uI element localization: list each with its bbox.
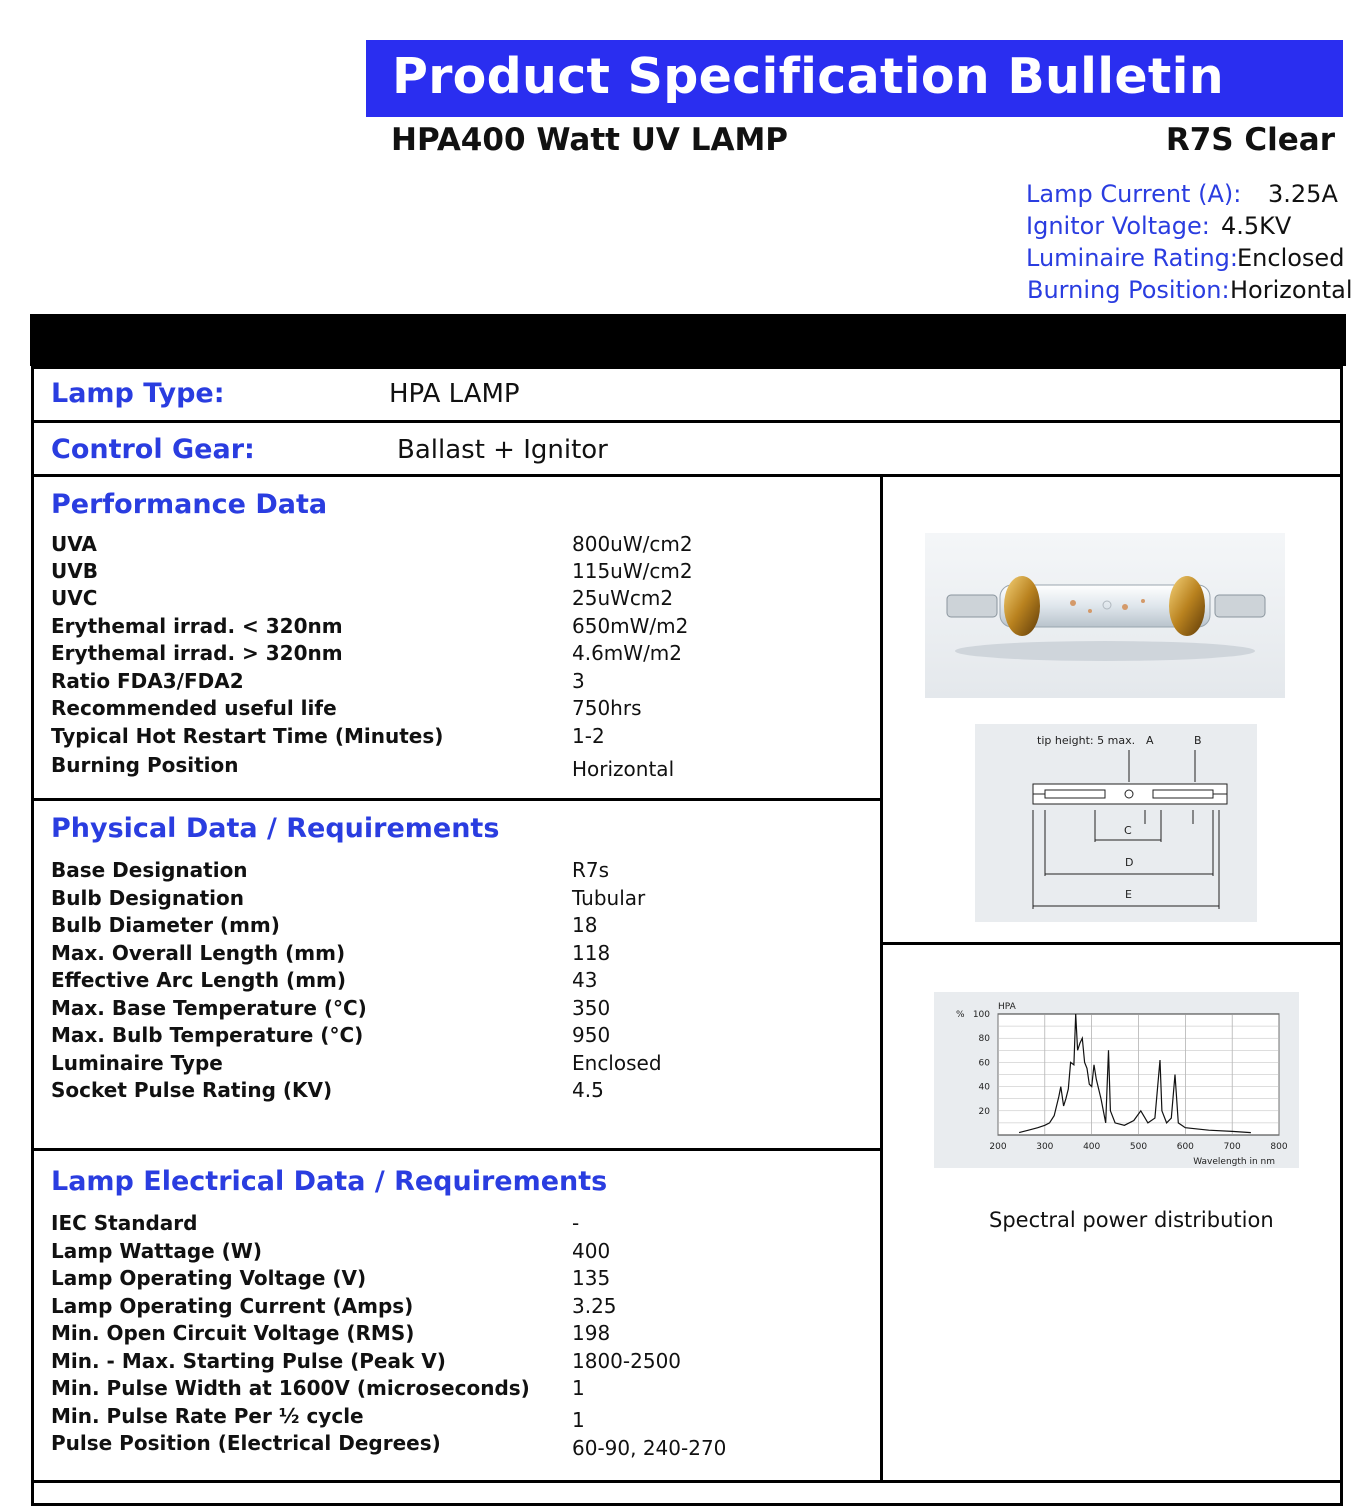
spec-value: 950 bbox=[572, 1023, 611, 1047]
tip-height-label: tip height: 5 max. bbox=[1037, 734, 1136, 747]
y-axis-label: % bbox=[956, 1010, 965, 1020]
spec-key: Effective Arc Length (mm) bbox=[51, 968, 347, 992]
list-item bbox=[51, 1431, 871, 1459]
list-item bbox=[51, 753, 871, 781]
spec-value: 198 bbox=[572, 1321, 611, 1345]
spectrum-caption: Spectral power distribution bbox=[989, 1208, 1274, 1232]
x-tick-label: 300 bbox=[1036, 1142, 1054, 1152]
divider bbox=[31, 474, 1343, 477]
product-name: HPA400 Watt UV LAMP bbox=[391, 122, 789, 158]
spec-value: 750hrs bbox=[572, 696, 642, 720]
spec-key: Lamp Operating Current (Amps) bbox=[51, 1294, 414, 1318]
list-item bbox=[51, 1376, 871, 1404]
lamp-photo bbox=[925, 533, 1285, 698]
spec-value: 135 bbox=[572, 1266, 611, 1290]
x-tick-label: 800 bbox=[1270, 1142, 1288, 1152]
summary-label-burning: Burning Position: bbox=[1027, 276, 1230, 304]
x-tick-label: 200 bbox=[989, 1142, 1007, 1152]
spec-key: Max. Bulb Temperature (°C) bbox=[51, 1023, 364, 1047]
spec-key: UVB bbox=[51, 559, 98, 583]
divider bbox=[31, 420, 1343, 423]
list-item bbox=[51, 1078, 871, 1106]
spec-key: Min. Open Circuit Voltage (RMS) bbox=[51, 1321, 415, 1345]
spec-key: Bulb Diameter (mm) bbox=[51, 913, 280, 937]
spec-key: Min. Pulse Width at 1600V (microseconds) bbox=[51, 1376, 530, 1400]
y-tick-label: 80 bbox=[978, 1034, 990, 1045]
spec-key: Socket Pulse Rating (KV) bbox=[51, 1078, 333, 1102]
spec-value: 118 bbox=[572, 941, 611, 965]
spec-value: 1 bbox=[572, 1376, 585, 1400]
spec-value: 3.25 bbox=[572, 1294, 617, 1318]
spec-value: 1 bbox=[572, 1408, 585, 1432]
spec-value: 4.6mW/m2 bbox=[572, 641, 683, 665]
lamp-type-label: Lamp Type: bbox=[51, 378, 225, 409]
list-item bbox=[51, 559, 871, 587]
y-tick-label: 100 bbox=[972, 1010, 990, 1020]
spec-key: UVA bbox=[51, 532, 97, 556]
spec-key: Max. Base Temperature (°C) bbox=[51, 996, 367, 1020]
spec-key: Erythemal irrad. > 320nm bbox=[51, 641, 343, 665]
dim-label-e: E bbox=[1125, 888, 1132, 901]
list-item bbox=[51, 1266, 871, 1294]
list-item bbox=[51, 614, 871, 642]
x-tick-label: 500 bbox=[1129, 1142, 1148, 1152]
spec-value: 650mW/m2 bbox=[572, 614, 689, 638]
control-gear-value: Ballast + Ignitor bbox=[397, 435, 608, 465]
spec-key: Typical Hot Restart Time (Minutes) bbox=[51, 724, 444, 748]
spec-value: 3 bbox=[572, 669, 585, 693]
dim-label-c: C bbox=[1124, 824, 1132, 837]
spec-key: Ratio FDA3/FDA2 bbox=[51, 669, 244, 693]
list-item bbox=[51, 696, 871, 724]
list-item bbox=[51, 858, 871, 886]
summary-value-current: 3.25A bbox=[1268, 180, 1338, 208]
list-item bbox=[51, 669, 871, 697]
header-band bbox=[30, 314, 1346, 366]
spec-key: Recommended useful life bbox=[51, 696, 337, 720]
spec-key: Pulse Position (Electrical Degrees) bbox=[51, 1431, 441, 1455]
spec-key: Min. - Max. Starting Pulse (Peak V) bbox=[51, 1349, 446, 1373]
spec-value: 800uW/cm2 bbox=[572, 532, 693, 556]
summary-label-luminaire: Luminaire Rating: bbox=[1026, 244, 1238, 272]
x-tick-label: 700 bbox=[1223, 1142, 1241, 1152]
list-item bbox=[51, 1321, 871, 1349]
summary-label-current: Lamp Current (A): bbox=[1026, 180, 1242, 208]
summary-label-ignitor: Ignitor Voltage: bbox=[1026, 212, 1210, 240]
spec-value: 43 bbox=[572, 968, 598, 992]
x-axis-label: Wavelength in nm bbox=[1193, 1157, 1275, 1167]
spec-value: R7s bbox=[572, 858, 610, 882]
spec-value: Horizontal bbox=[572, 757, 675, 781]
dim-label-b: B bbox=[1194, 734, 1202, 747]
spec-key: Min. Pulse Rate Per ½ cycle bbox=[51, 1404, 364, 1428]
spec-key: Lamp Wattage (W) bbox=[51, 1239, 263, 1263]
list-item bbox=[51, 1349, 871, 1377]
divider bbox=[31, 1480, 1343, 1483]
list-item bbox=[51, 641, 871, 669]
summary-value-ignitor: 4.5KV bbox=[1221, 212, 1292, 240]
list-item bbox=[51, 1239, 871, 1267]
spec-value: - bbox=[572, 1211, 580, 1235]
spec-key: Burning Position bbox=[51, 753, 239, 777]
divider bbox=[31, 1148, 883, 1151]
list-item bbox=[51, 586, 871, 614]
spec-value: 350 bbox=[572, 996, 611, 1020]
spec-value: Enclosed bbox=[572, 1051, 662, 1075]
divider bbox=[31, 798, 883, 801]
spec-value: 1800-2500 bbox=[572, 1349, 682, 1373]
summary-value-luminaire: Enclosed bbox=[1237, 244, 1345, 272]
list-item bbox=[51, 1023, 871, 1051]
electrical-title: Lamp Electrical Data / Requirements bbox=[51, 1166, 608, 1197]
spec-value: 25uWcm2 bbox=[572, 586, 674, 610]
x-tick-label: 600 bbox=[1176, 1142, 1194, 1152]
spec-key: Base Designation bbox=[51, 858, 248, 882]
spec-value: 1-2 bbox=[572, 724, 605, 748]
y-tick-label: 20 bbox=[978, 1106, 990, 1117]
physical-title: Physical Data / Requirements bbox=[51, 813, 500, 844]
control-gear-label: Control Gear: bbox=[51, 434, 255, 465]
lamp-type-value: HPA LAMP bbox=[389, 379, 520, 409]
list-item bbox=[51, 724, 871, 752]
spectral-chart bbox=[934, 992, 1299, 1168]
spec-key: Max. Overall Length (mm) bbox=[51, 941, 346, 965]
list-item bbox=[51, 1051, 871, 1079]
dimension-diagram bbox=[975, 724, 1257, 922]
spec-key: Lamp Operating Voltage (V) bbox=[51, 1266, 367, 1290]
page-title: Product Specification Bulletin bbox=[392, 48, 1224, 105]
divider bbox=[880, 942, 1343, 945]
y-tick-label: 40 bbox=[978, 1082, 990, 1093]
list-item bbox=[51, 913, 871, 941]
summary-value-burning: Horizontal bbox=[1230, 276, 1353, 304]
x-tick-label: 400 bbox=[1083, 1142, 1101, 1152]
spec-key: IEC Standard bbox=[51, 1211, 198, 1235]
list-item bbox=[51, 1404, 871, 1432]
list-item bbox=[51, 532, 871, 560]
dim-label-d: D bbox=[1125, 856, 1134, 869]
spec-value: 115uW/cm2 bbox=[572, 559, 693, 583]
list-item bbox=[51, 886, 871, 914]
y-tick-label: 60 bbox=[978, 1058, 990, 1069]
spec-value: Tubular bbox=[572, 886, 646, 910]
chart-title: HPA bbox=[998, 1002, 1016, 1012]
spec-key: Bulb Designation bbox=[51, 886, 244, 910]
product-type: R7S Clear bbox=[1165, 122, 1335, 158]
list-item bbox=[51, 941, 871, 969]
spec-value: 400 bbox=[572, 1239, 611, 1263]
spec-key: UVC bbox=[51, 586, 98, 610]
dim-label-a: A bbox=[1146, 734, 1154, 747]
spec-value: 60-90, 240-270 bbox=[572, 1436, 727, 1460]
spec-value: 18 bbox=[572, 913, 598, 937]
spec-value: 4.5 bbox=[572, 1078, 604, 1102]
list-item bbox=[51, 968, 871, 996]
spec-key: Erythemal irrad. < 320nm bbox=[51, 614, 343, 638]
performance-title: Performance Data bbox=[51, 489, 328, 520]
list-item bbox=[51, 1294, 871, 1322]
list-item bbox=[51, 1211, 871, 1239]
column-divider bbox=[880, 474, 883, 1482]
list-item bbox=[51, 996, 871, 1024]
spec-key: Luminaire Type bbox=[51, 1051, 223, 1075]
